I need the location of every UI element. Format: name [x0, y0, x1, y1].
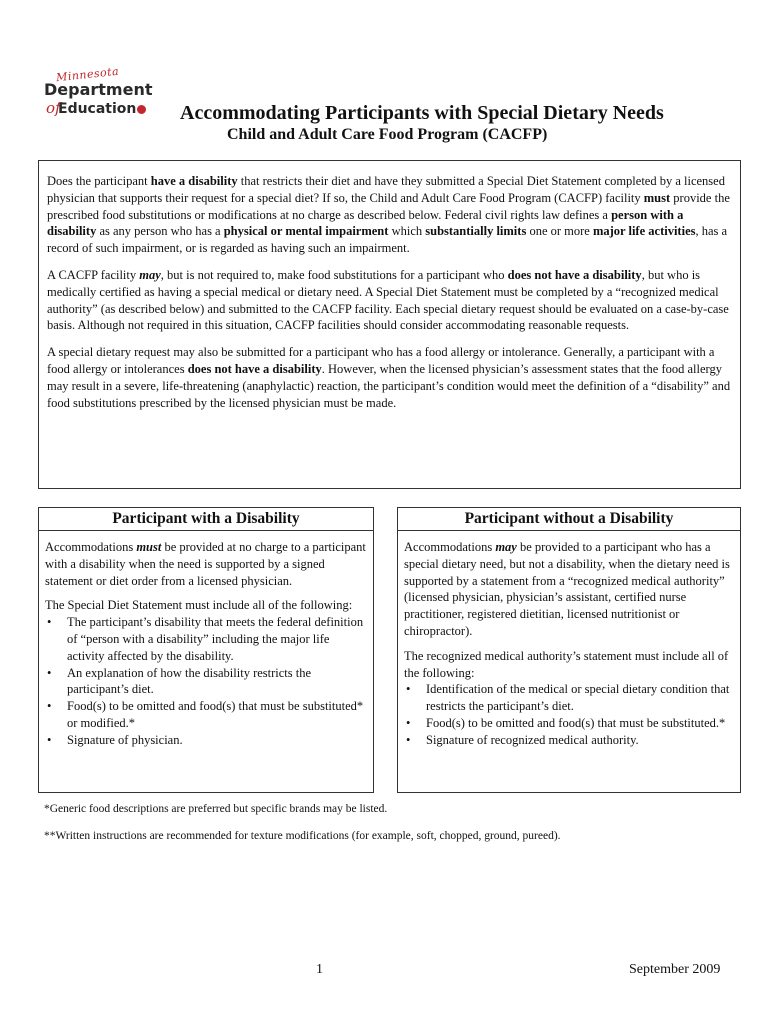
without-disability-list [404, 681, 734, 748]
page-number: 1 [316, 962, 323, 977]
intro-paragraph-2: A CACFP facility may, but is not required to, make food substitutions for a participant who does not have a disability, but who is medically certified as having a special medical or dietary need. A Special Diet Statement must be completed by a “recognized medical authority” (as described below) and submitted to the CACFP facility. Each special dietary request should be evaluated on a case-by-case basis. Although not required in this situation, CACFP facilities should consider accommodating reasonable requests. [47, 267, 729, 333]
emphasis-text: must [136, 540, 162, 554]
without-disability-requirements: The recognized medical authority’s statement must include all of the following: [404, 648, 729, 680]
emphasis-text: have a disability [150, 174, 238, 188]
emphasis-text: major life activities [592, 224, 696, 239]
emphasis-text: does not have a disability [187, 361, 322, 376]
requirement-item: • Food(s) to be omitted and food(s) that must be substituted.* [404, 715, 734, 732]
logo-department: Department [44, 80, 153, 99]
footnote-texture: **Written instructions are recommended for texture modifications (for example, soft, chopped, ground, pureed). [44, 830, 561, 842]
requirement-item: • An explanation of how the disability restricts the participant’s diet. [45, 665, 367, 699]
requirement-item: • Identification of the medical or special dietary condition that restricts the participant’s diet. [404, 681, 734, 715]
with-disability-heading: Participant with a Disability [39, 508, 373, 531]
emphasis-text: substantially limits [425, 224, 527, 239]
with-disability-paragraph: Accommodations must be provided at no charge to a participant with a disability when the need is supported by a signed statement or diet order from a licensed physician. [45, 540, 366, 588]
requirement-item: • Signature of physician. [45, 732, 367, 749]
intro-box [38, 160, 741, 489]
emphasis-text: does not have a disability [507, 267, 642, 282]
with-disability-requirements: The Special Diet Statement must include all of the following: [45, 598, 353, 613]
logo-state-script: Minnesota [55, 64, 120, 85]
page-title: Accommodating Participants with Special Dietary Needs [180, 102, 664, 124]
without-disability-heading: Participant without a Disability [398, 508, 740, 531]
emphasis-text: person with a disability [47, 207, 684, 239]
footnote-generic-food: *Generic food descriptions are preferred but specific brands may be listed. [44, 803, 388, 815]
intro-paragraph-1: Does the participant have a disability that restricts their diet and have they submitted a Special Diet Statement completed by a licensed physician that supports their request for a special diet? If so, the Child and Adult Care Food Program (CACFP) facility must provide the prescribed food substitutions or modifications at no charge as described below. Federal civil rights law defines a person with a disability as any person who has a physical or mental impairment which substantially limits one or more major life activities, has a record of such impairment, or is regarded as having such an impairment. [47, 174, 730, 256]
page-date: September 2009 [629, 962, 721, 977]
intro-paragraph-3: A special dietary request may also be submitted for a participant who has a food allergy or intolerance. Generally, a participant with a food allergy or intolerances does not have a disability. However, when the licensed physician’s assessment states that the food allergy may result in a severe, life-threatening (anaphylactic) reaction, the participant’s condition would meet the definition of a “disability” and food substitutions prescribed by the licensed physician must be made. [47, 345, 731, 410]
emphasis-text: physical or mental impairment [223, 224, 389, 239]
logo-education-text: Education [58, 101, 137, 117]
logo-of: of [46, 99, 61, 117]
page-subtitle: Child and Adult Care Food Program (CACFP) [227, 126, 548, 143]
apple-icon [137, 105, 146, 114]
requirement-item: • Food(s) to be omitted and food(s) that must be substituted* or modified.* [45, 698, 367, 732]
with-disability-list [45, 614, 367, 748]
with-disability-column [38, 507, 374, 793]
emphasis-text: may [495, 540, 517, 554]
logo-education [58, 101, 146, 117]
mde-logo [44, 64, 154, 124]
requirement-item: • Signature of recognized medical authority. [404, 732, 734, 749]
without-disability-paragraph: Accommodations may be provided to a participant who has a special dietary need, but not a disability, when the dietary need is supported by a statement from a “recognized medical authority” (licensed physician, physician’s assistant, certified nurse practitioner, registered dietitian, licensed nutritionist or chiropractor). [404, 540, 730, 638]
without-disability-column [397, 507, 741, 793]
emphasis-text: must [643, 190, 671, 205]
emphasis-text: may [139, 267, 161, 282]
requirement-item: • The participant’s disability that meets the federal definition of “person with a disability” including the major life activity affected by the disability. [45, 614, 367, 664]
